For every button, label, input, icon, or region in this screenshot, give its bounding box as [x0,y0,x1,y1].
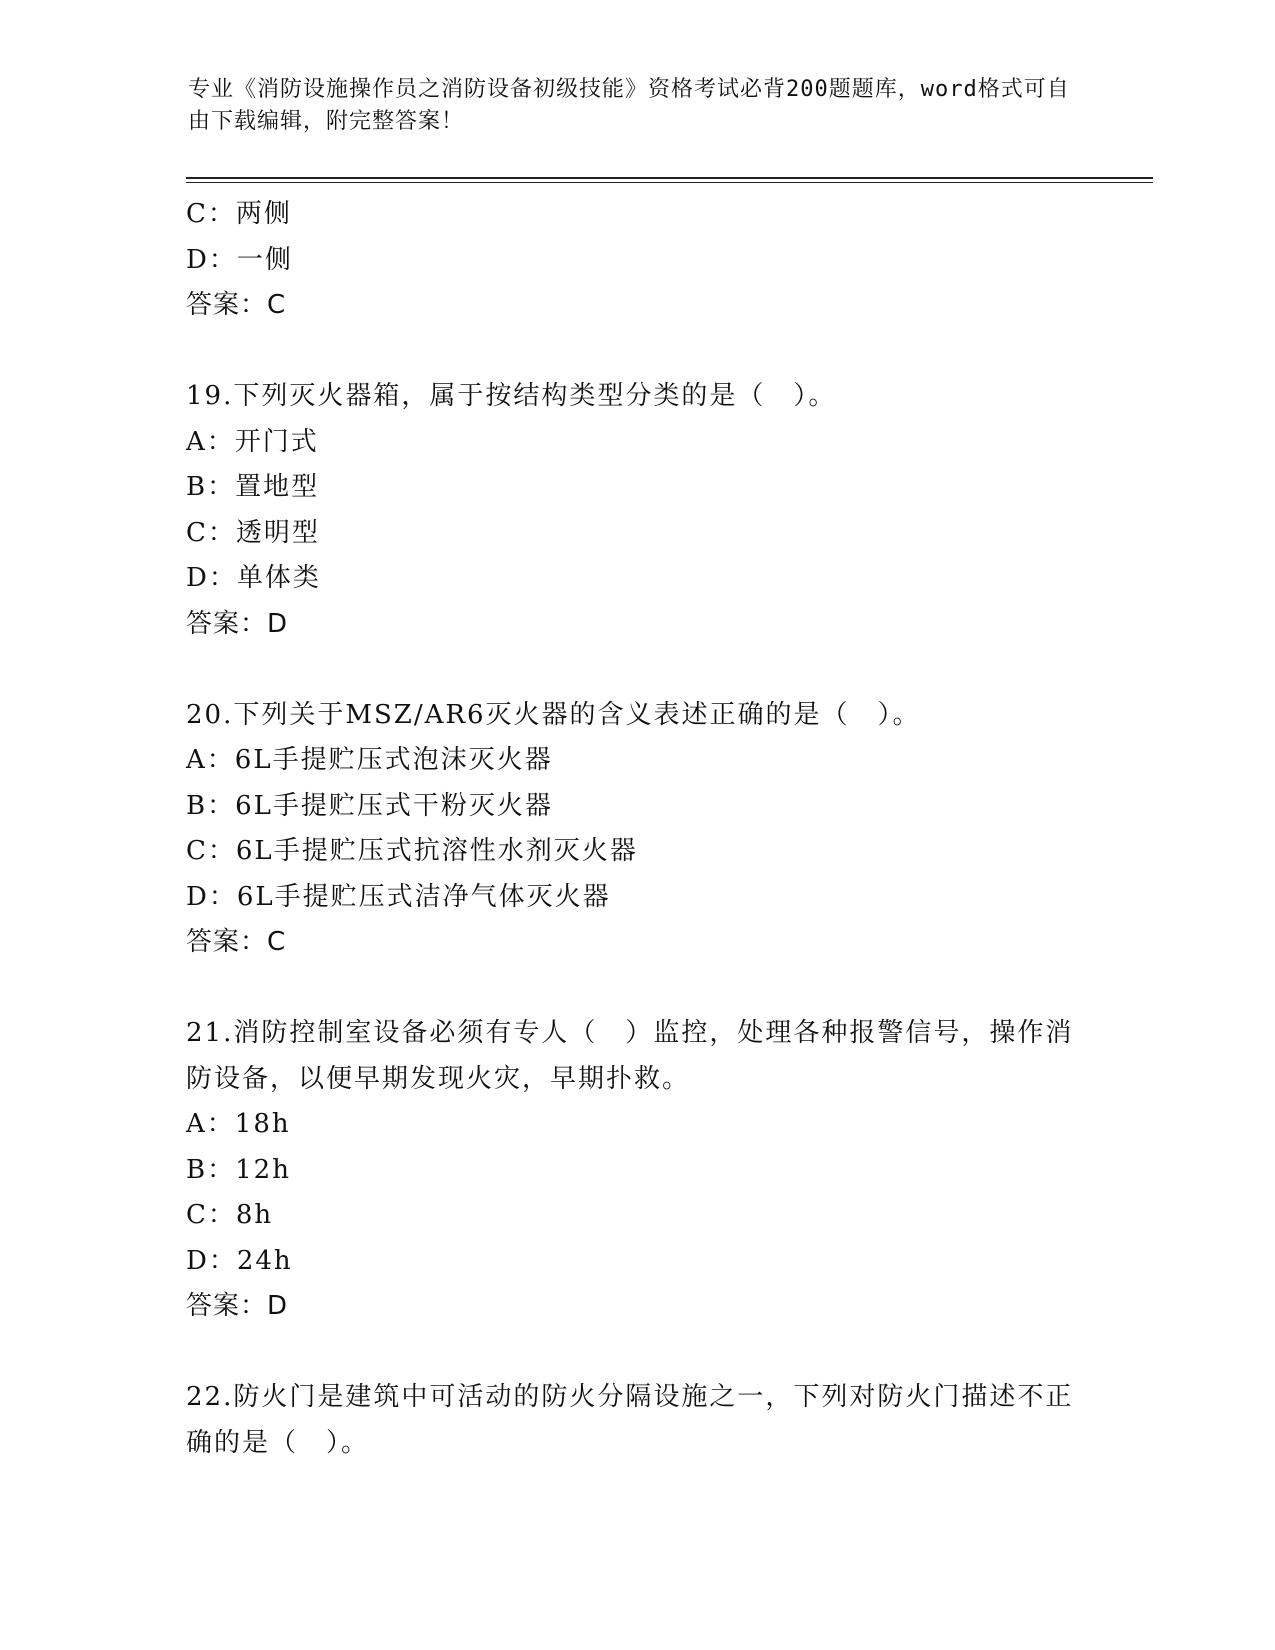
option-c: C：6L手提贮压式抗溶性水剂灭火器 [186,836,638,866]
option-d: D：单体类 [186,563,321,593]
option-a: A：6L手提贮压式泡沫灭火器 [186,745,553,775]
answer: 答案：C [186,927,287,957]
question-stem-text: 22.防火门是建筑中可活动的防火分隔设施之一，下列对防火门描述不正确的是（ ）。 [186,1382,1074,1458]
header-divider-thin [186,182,1153,183]
option-d: D：6L手提贮压式洁净气体灭火器 [186,881,611,912]
question-stem: 19.下列灭火器箱，属于按结构类型分类的是（ ）。 [186,381,837,411]
option-b: B：12h [186,1154,291,1185]
question-stem-text: 21.消防控制室设备必须有专人（ ）监控，处理各种报警信号，操作消防设备，以便早期发现火灾，早期扑救。 [186,1018,1074,1094]
question-list [186,192,1086,1466]
question-stem [186,1011,1086,1102]
option-a: A：开门式 [186,426,319,457]
question-stem: 20.下列关于MSZ/AR6灭火器的含义表述正确的是（ ）。 [186,699,921,730]
answer: 答案：D [186,1291,289,1321]
option-c: C：两侧 [186,199,292,229]
option-c: C：8h [186,1200,274,1230]
question-stem [186,1375,1086,1466]
option-a: A：18h [186,1109,291,1139]
document-header: 专业《消防设施操作员之消防设备初级技能》资格考试必背200题题库，word格式可自由下载编辑，附完整答案！ [188,77,1070,134]
option-d: D：24h [186,1245,293,1276]
option-c: C：透明型 [186,517,320,548]
option-d: D：一侧 [186,244,293,275]
answer: 答案：D [186,608,289,639]
header-divider [186,177,1153,179]
option-b: B：6L手提贮压式干粉灭火器 [186,790,553,821]
option-b: B：置地型 [186,472,320,502]
answer: 答案：C [186,290,287,320]
